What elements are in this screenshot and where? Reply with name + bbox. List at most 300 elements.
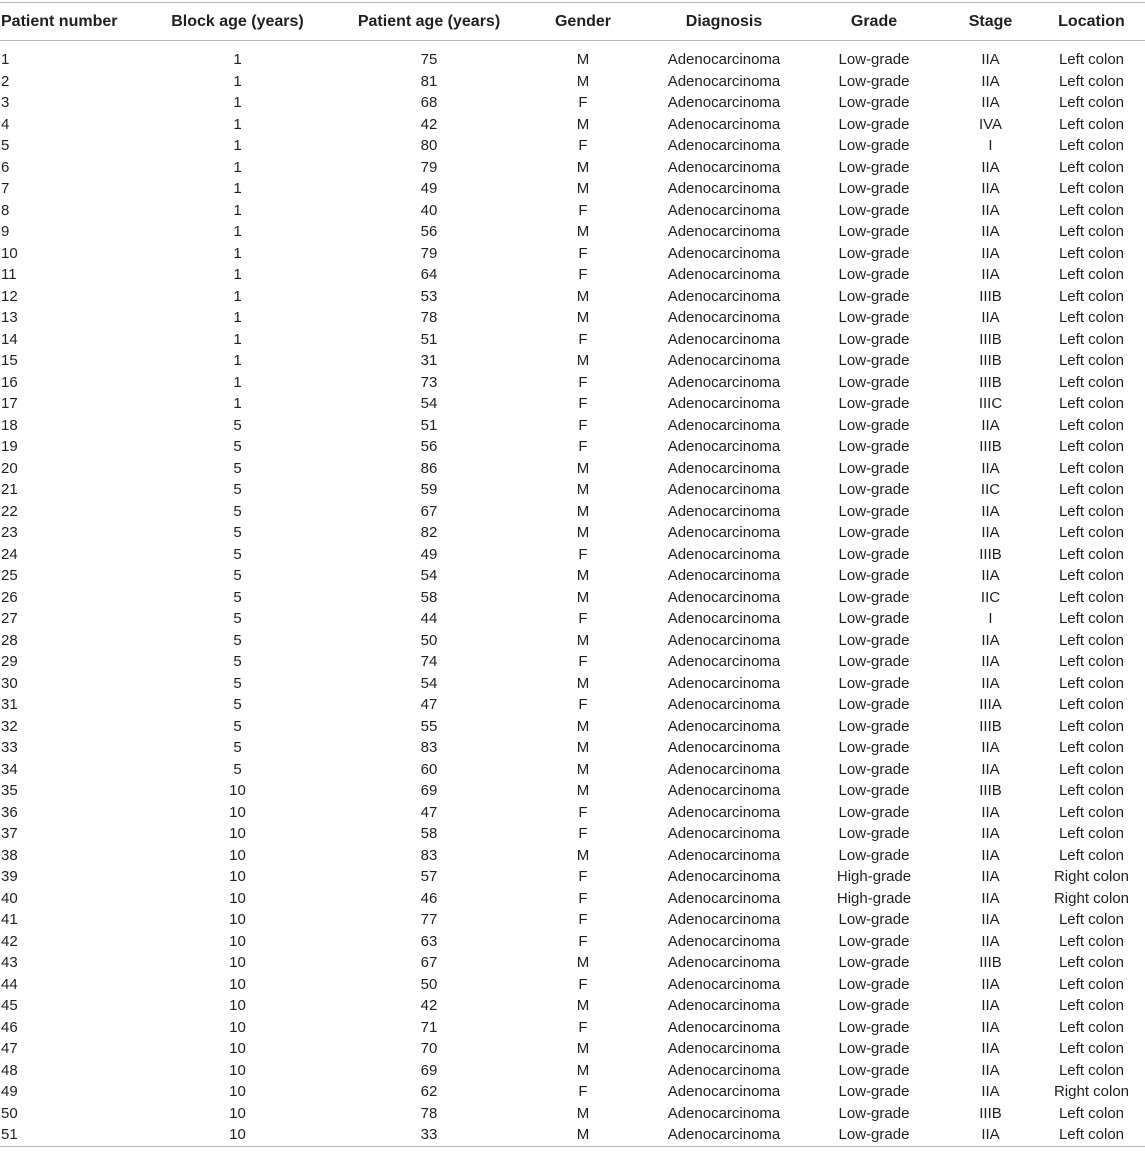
- cell-patient-number: 47: [1, 1040, 18, 1057]
- cell-grade: Low-grade: [838, 459, 910, 477]
- cell-stage: IIIC: [978, 395, 1003, 412]
- cell-patient-number: 12: [1, 287, 18, 305]
- cell-patient-age: 69: [420, 782, 438, 799]
- cell-grade: Low-grade: [838, 244, 910, 262]
- table-row: [0, 823, 1145, 845]
- cell-diagnosis: Adenocarcinoma: [667, 954, 781, 971]
- table-row: [0, 802, 1145, 824]
- cell-gender: F: [578, 244, 588, 262]
- cell-location: Left colon: [1058, 739, 1125, 756]
- table-row: [0, 458, 1145, 480]
- cell-block-age: 10: [229, 1018, 246, 1036]
- cell-gender: F: [578, 932, 588, 950]
- cell-patient-age: 56: [420, 223, 438, 240]
- table-row: [0, 716, 1145, 738]
- cell-gender: M: [576, 588, 590, 606]
- cell-block-age: 1: [233, 309, 242, 326]
- cell-gender: F: [578, 266, 588, 283]
- cell-block-age: 10: [229, 1061, 246, 1079]
- cell-grade: Low-grade: [838, 352, 910, 369]
- cell-block-age: 10: [229, 954, 246, 971]
- cell-diagnosis: Adenocarcinoma: [667, 610, 781, 627]
- cell-block-age: 1: [233, 395, 242, 412]
- cell-gender: M: [576, 739, 590, 756]
- cell-grade: Low-grade: [838, 180, 910, 197]
- cell-gender: F: [578, 696, 588, 713]
- cell-patient-age: 50: [420, 631, 438, 649]
- cell-grade: Low-grade: [838, 137, 910, 154]
- cell-patient-number: 3: [1, 94, 10, 111]
- cell-patient-number: 28: [1, 631, 18, 649]
- table-row: [0, 931, 1145, 953]
- cell-patient-number: 11: [1, 266, 17, 283]
- cell-location: Left colon: [1058, 997, 1125, 1014]
- cell-gender: M: [576, 287, 590, 305]
- cell-grade: Low-grade: [805, 1124, 943, 1146]
- cell-block-age: 1: [233, 287, 242, 305]
- cell-diagnosis: Adenocarcinoma: [667, 330, 781, 348]
- cell-block-age: 5: [233, 524, 242, 541]
- table-header-row: [0, 3, 1145, 41]
- cell-location: Left colon: [1058, 459, 1125, 477]
- cell-stage: IIA: [943, 1124, 1038, 1146]
- cell-grade: Low-grade: [838, 1083, 910, 1100]
- cell-block-age: 10: [229, 782, 246, 799]
- cell-location: Left colon: [1058, 395, 1125, 412]
- cell-stage: IIIB: [979, 352, 1002, 369]
- cell-stage: IIIA: [979, 696, 1002, 713]
- cell-diagnosis: Adenocarcinoma: [667, 997, 781, 1014]
- cell-block-age: 5: [233, 481, 242, 498]
- cell-block-age: 1: [233, 266, 242, 283]
- cell-grade: Low-grade: [838, 115, 910, 133]
- table-row: [0, 651, 1145, 673]
- cell-location: Left colon: [1058, 1104, 1125, 1122]
- cell-patient-age: 78: [420, 309, 438, 326]
- cell-stage: IIC: [980, 588, 1001, 606]
- cell-diagnosis: Adenocarcinoma: [667, 459, 781, 477]
- table-row: [0, 1103, 1145, 1125]
- cell-grade: Low-grade: [838, 739, 910, 756]
- cell-patient-age: 46: [420, 889, 438, 907]
- table-row: [0, 157, 1145, 179]
- cell-grade: Low-grade: [838, 932, 910, 950]
- cell-stage: IIA: [981, 975, 1000, 993]
- cell-stage: IIA: [981, 158, 1000, 176]
- cell-gender: F: [578, 94, 588, 111]
- cell-patient-age: 49: [420, 180, 438, 197]
- cell-grade: Low-grade: [838, 1061, 910, 1079]
- cell-gender: M: [576, 352, 590, 369]
- cell-stage: IIA: [981, 1040, 1000, 1057]
- cell-stage: IIA: [981, 223, 1000, 240]
- cell-stage: IIA: [981, 889, 1000, 907]
- cell-location: Left colon: [1058, 760, 1125, 778]
- cell-gender: F: [578, 610, 588, 627]
- cell-patient-age: 58: [420, 588, 438, 606]
- header-location: Location: [1038, 3, 1145, 41]
- cell-block-age: 1: [233, 137, 242, 154]
- cell-stage: IIIB: [979, 287, 1002, 305]
- cell-patient-number: 27: [1, 610, 18, 627]
- cell-stage: IIA: [981, 309, 1000, 326]
- cell-patient-number: 30: [1, 674, 18, 692]
- cell-patient-number: 34: [1, 760, 18, 778]
- cell-location: Left colon: [1058, 1061, 1125, 1079]
- cell-grade: Low-grade: [838, 760, 910, 778]
- cell-patient-number: 4: [1, 115, 10, 133]
- cell-block-age: 5: [233, 653, 242, 670]
- cell-diagnosis: Adenocarcinoma: [667, 72, 781, 90]
- table-row: [0, 1017, 1145, 1039]
- cell-gender: M: [576, 502, 590, 520]
- cell-grade: Low-grade: [838, 803, 910, 821]
- cell-patient-number: 29: [1, 653, 18, 670]
- cell-block-age: 1: [233, 158, 242, 176]
- cell-location: Left colon: [1058, 158, 1125, 176]
- cell-location: Left colon: [1058, 717, 1125, 735]
- cell-diagnosis: Adenocarcinoma: [667, 481, 781, 498]
- cell-patient-age: 55: [420, 717, 438, 735]
- cell-patient-age: 68: [420, 94, 438, 111]
- cell-block-age: 1: [233, 352, 242, 369]
- table-row: [0, 565, 1145, 587]
- cell-stage: IIA: [981, 997, 1000, 1014]
- cell-grade: Low-grade: [838, 330, 910, 348]
- table-row: [0, 673, 1145, 695]
- cell-location: Left colon: [1058, 975, 1125, 993]
- cell-grade: Low-grade: [838, 287, 910, 305]
- cell-gender: M: [576, 717, 590, 735]
- cell-diagnosis: Adenocarcinoma: [667, 653, 781, 670]
- cell-block-age: 5: [233, 717, 242, 735]
- cell-diagnosis: Adenocarcinoma: [667, 932, 781, 950]
- cell-diagnosis: Adenocarcinoma: [667, 244, 781, 262]
- cell-grade: Low-grade: [838, 94, 910, 111]
- cell-location: Left colon: [1058, 330, 1125, 348]
- cell-patient-number: 26: [1, 588, 18, 606]
- cell-patient-number: 35: [1, 782, 18, 799]
- table-row: [0, 436, 1145, 458]
- cell-diagnosis: Adenocarcinoma: [667, 158, 781, 176]
- cell-patient-age: 47: [420, 696, 438, 713]
- cell-gender: M: [576, 180, 590, 197]
- cell-patient-age: 71: [420, 1018, 438, 1036]
- cell-diagnosis: Adenocarcinoma: [667, 115, 781, 133]
- cell-location: Left colon: [1058, 180, 1125, 197]
- cell-grade: Low-grade: [838, 975, 910, 993]
- table-row: [0, 909, 1145, 931]
- cell-patient-age: 54: [420, 395, 438, 412]
- cell-diagnosis: Adenocarcinoma: [667, 438, 781, 455]
- cell-location: Left colon: [1058, 438, 1125, 455]
- table-row: [0, 264, 1145, 286]
- cell-diagnosis: Adenocarcinoma: [667, 782, 781, 799]
- cell-block-age: 5: [233, 631, 242, 649]
- cell-patient-age: 51: [420, 330, 438, 348]
- cell-gender: F: [578, 911, 588, 928]
- cell-stage: IIA: [981, 180, 1000, 197]
- cell-stage: IIA: [981, 803, 1000, 821]
- cell-gender: F: [578, 330, 588, 348]
- cell-patient-number: 46: [1, 1018, 18, 1036]
- table-row: [0, 372, 1145, 394]
- cell-gender: F: [578, 416, 588, 434]
- header-block-age: Block age (years): [140, 3, 335, 41]
- cell-gender: M: [576, 782, 590, 799]
- cell-grade: High-grade: [836, 889, 912, 907]
- cell-location: Left colon: [1058, 416, 1125, 434]
- cell-stage: IIIB: [979, 954, 1002, 971]
- cell-gender: F: [578, 653, 588, 670]
- table-row: [0, 501, 1145, 523]
- cell-stage: IIIB: [979, 717, 1002, 735]
- table-row: [0, 587, 1145, 609]
- cell-stage: I: [988, 610, 993, 627]
- cell-patient-number: 15: [1, 352, 18, 369]
- cell-diagnosis: Adenocarcinoma: [667, 373, 781, 391]
- cell-gender: M: [576, 72, 590, 90]
- cell-diagnosis: Adenocarcinoma: [667, 1061, 781, 1079]
- cell-block-age: 10: [229, 997, 246, 1014]
- cell-gender: M: [576, 481, 590, 498]
- cell-grade: Low-grade: [838, 653, 910, 670]
- cell-patient-number: 6: [1, 158, 10, 176]
- cell-gender: F: [578, 545, 588, 563]
- cell-location: Left colon: [1058, 94, 1125, 111]
- cell-diagnosis: Adenocarcinoma: [667, 201, 781, 219]
- table-row: [0, 1038, 1145, 1060]
- table-row: [0, 49, 1145, 71]
- cell-patient-number: 45: [1, 997, 18, 1014]
- cell-patient-age: 33: [335, 1124, 523, 1146]
- cell-stage: IIA: [981, 674, 1000, 692]
- cell-block-age: 10: [229, 1040, 246, 1057]
- cell-block-age: 1: [233, 180, 242, 197]
- cell-patient-number: 42: [1, 932, 18, 950]
- cell-location: Left colon: [1058, 696, 1125, 713]
- cell-location: Left colon: [1058, 309, 1125, 326]
- cell-block-age: 5: [233, 502, 242, 520]
- cell-location: Left colon: [1058, 954, 1125, 971]
- cell-patient-age: 64: [420, 266, 438, 283]
- cell-diagnosis: Adenocarcinoma: [667, 416, 781, 434]
- cell-block-age: 10: [140, 1124, 335, 1146]
- cell-patient-age: 79: [420, 244, 438, 262]
- cell-diagnosis: Adenocarcinoma: [667, 94, 781, 111]
- cell-block-age: 5: [233, 588, 242, 606]
- cell-stage: IIA: [981, 911, 1000, 928]
- cell-patient-number: 7: [1, 180, 10, 197]
- cell-gender: M: [576, 1061, 590, 1079]
- cell-patient-age: 31: [420, 352, 438, 369]
- cell-diagnosis: Adenocarcinoma: [667, 825, 781, 842]
- cell-grade: Low-grade: [838, 266, 910, 283]
- cell-patient-age: 67: [420, 954, 438, 971]
- cell-stage: IIA: [981, 459, 1000, 477]
- cell-patient-age: 75: [420, 51, 438, 68]
- cell-diagnosis: Adenocarcinoma: [667, 502, 781, 520]
- cell-patient-age: 80: [420, 137, 438, 154]
- cell-gender: F: [578, 889, 588, 907]
- table-row: [0, 286, 1145, 308]
- table-row: [0, 759, 1145, 781]
- cell-gender: M: [576, 631, 590, 649]
- cell-block-age: 10: [229, 1104, 246, 1122]
- cell-diagnosis: Adenocarcinoma: [667, 309, 781, 326]
- table-row: [0, 780, 1145, 802]
- cell-location: Left colon: [1058, 373, 1125, 391]
- cell-patient-number: 49: [1, 1083, 18, 1100]
- cell-block-age: 5: [233, 760, 242, 778]
- cell-patient-age: 53: [420, 287, 438, 305]
- cell-patient-age: 77: [420, 911, 438, 928]
- cell-grade: Low-grade: [838, 696, 910, 713]
- cell-patient-age: 57: [420, 868, 438, 885]
- cell-patient-age: 54: [420, 674, 438, 692]
- cell-patient-number: 22: [1, 502, 18, 520]
- table-row: [0, 544, 1145, 566]
- cell-grade: Low-grade: [838, 588, 910, 606]
- cell-diagnosis: Adenocarcinoma: [667, 287, 781, 305]
- cell-patient-number: 19: [1, 438, 18, 455]
- cell-patient-age: 83: [420, 739, 438, 756]
- cell-gender: F: [578, 975, 588, 993]
- cell-location: Left colon: [1058, 223, 1125, 240]
- cell-stage: IIA: [981, 72, 1000, 90]
- cell-gender: M: [576, 954, 590, 971]
- cell-grade: Low-grade: [838, 309, 910, 326]
- cell-patient-age: 47: [420, 803, 438, 821]
- cell-block-age: 1: [233, 201, 242, 219]
- cell-location: Left colon: [1058, 137, 1125, 154]
- cell-block-age: 10: [229, 1083, 246, 1100]
- cell-location: Left colon: [1058, 352, 1125, 369]
- cell-grade: Low-grade: [838, 158, 910, 176]
- cell-block-age: 5: [233, 459, 242, 477]
- cell-patient-number: 24: [1, 545, 18, 563]
- cell-grade: Low-grade: [838, 997, 910, 1014]
- cell-block-age: 5: [233, 739, 242, 756]
- cell-diagnosis: Adenocarcinoma: [667, 395, 781, 412]
- header-stage: Stage: [943, 3, 1038, 41]
- cell-gender: M: [576, 567, 590, 584]
- cell-patient-number: 44: [1, 975, 18, 993]
- cell-gender: F: [578, 395, 588, 412]
- cell-grade: Low-grade: [838, 416, 910, 434]
- table-row: [0, 178, 1145, 200]
- cell-patient-age: 74: [420, 653, 438, 670]
- cell-location: Left colon: [1058, 287, 1125, 305]
- cell-location: Left colon: [1038, 1124, 1145, 1146]
- cell-block-age: 5: [233, 438, 242, 455]
- table-row: [0, 694, 1145, 716]
- cell-grade: Low-grade: [838, 545, 910, 563]
- cell-diagnosis: Adenocarcinoma: [667, 223, 781, 240]
- cell-diagnosis: Adenocarcinoma: [667, 803, 781, 821]
- cell-location: Left colon: [1058, 846, 1125, 864]
- cell-stage: IIA: [981, 567, 1000, 584]
- cell-block-age: 1: [233, 51, 242, 68]
- table-row: [0, 135, 1145, 157]
- cell-location: Left colon: [1058, 653, 1125, 670]
- table-row: [0, 393, 1145, 415]
- cell-stage: IIA: [981, 51, 1000, 68]
- cell-diagnosis: Adenocarcinoma: [643, 1124, 805, 1146]
- cell-stage: IIIB: [979, 1104, 1002, 1122]
- cell-gender: M: [576, 1104, 590, 1122]
- cell-block-age: 1: [233, 244, 242, 262]
- cell-gender: M: [576, 846, 590, 864]
- cell-gender: F: [578, 438, 588, 455]
- cell-gender: F: [578, 1018, 588, 1036]
- cell-patient-age: 51: [420, 416, 438, 434]
- table-row: [0, 952, 1145, 974]
- cell-diagnosis: Adenocarcinoma: [667, 631, 781, 649]
- cell-patient-number: 48: [1, 1061, 18, 1079]
- cell-patient-age: 62: [420, 1083, 438, 1100]
- cell-gender: M: [576, 309, 590, 326]
- cell-patient-age: 44: [420, 610, 438, 627]
- cell-grade: High-grade: [836, 868, 912, 885]
- cell-patient-number: 13: [1, 309, 18, 326]
- header-diagnosis: Diagnosis: [643, 3, 805, 41]
- cell-patient-age: 50: [420, 975, 438, 993]
- cell-patient-age: 69: [420, 1061, 438, 1079]
- cell-grade: Low-grade: [838, 438, 910, 455]
- table-row: [0, 1060, 1145, 1082]
- cell-block-age: 10: [229, 889, 246, 907]
- table-row: [0, 329, 1145, 351]
- table-row: [0, 1124, 1145, 1146]
- cell-diagnosis: Adenocarcinoma: [667, 180, 781, 197]
- cell-diagnosis: Adenocarcinoma: [667, 760, 781, 778]
- cell-block-age: 5: [233, 610, 242, 627]
- cell-diagnosis: Adenocarcinoma: [667, 739, 781, 756]
- cell-grade: Low-grade: [838, 782, 910, 799]
- cell-patient-number: 31: [1, 696, 18, 713]
- cell-diagnosis: Adenocarcinoma: [667, 975, 781, 993]
- cell-diagnosis: Adenocarcinoma: [667, 674, 781, 692]
- cell-patient-age: 81: [420, 72, 438, 90]
- cell-stage: IIA: [981, 1061, 1000, 1079]
- cell-stage: IIA: [981, 416, 1000, 434]
- cell-patient-number: 14: [1, 330, 18, 348]
- cell-location: Left colon: [1058, 803, 1125, 821]
- cell-diagnosis: Adenocarcinoma: [667, 717, 781, 735]
- cell-block-age: 10: [229, 932, 246, 950]
- cell-diagnosis: Adenocarcinoma: [667, 51, 781, 68]
- cell-patient-number: 18: [1, 416, 18, 434]
- cell-patient-number: 2: [1, 72, 10, 90]
- cell-patient-age: 79: [420, 158, 438, 176]
- cell-patient-age: 60: [420, 760, 438, 778]
- cell-grade: Low-grade: [838, 1040, 910, 1057]
- cell-stage: I: [988, 137, 993, 154]
- cell-block-age: 10: [229, 868, 246, 885]
- cell-grade: Low-grade: [838, 481, 910, 498]
- cell-patient-number: 50: [1, 1104, 18, 1122]
- cell-patient-number: 8: [1, 201, 10, 219]
- cell-block-age: 10: [229, 911, 246, 928]
- table-row: [0, 522, 1145, 544]
- cell-stage: IIA: [981, 524, 1000, 541]
- cell-patient-number: 40: [1, 889, 18, 907]
- table-row: [0, 845, 1145, 867]
- cell-patient-number: 38: [1, 846, 18, 864]
- cell-patient-number: 51: [0, 1124, 140, 1146]
- cell-stage: IIA: [981, 502, 1000, 520]
